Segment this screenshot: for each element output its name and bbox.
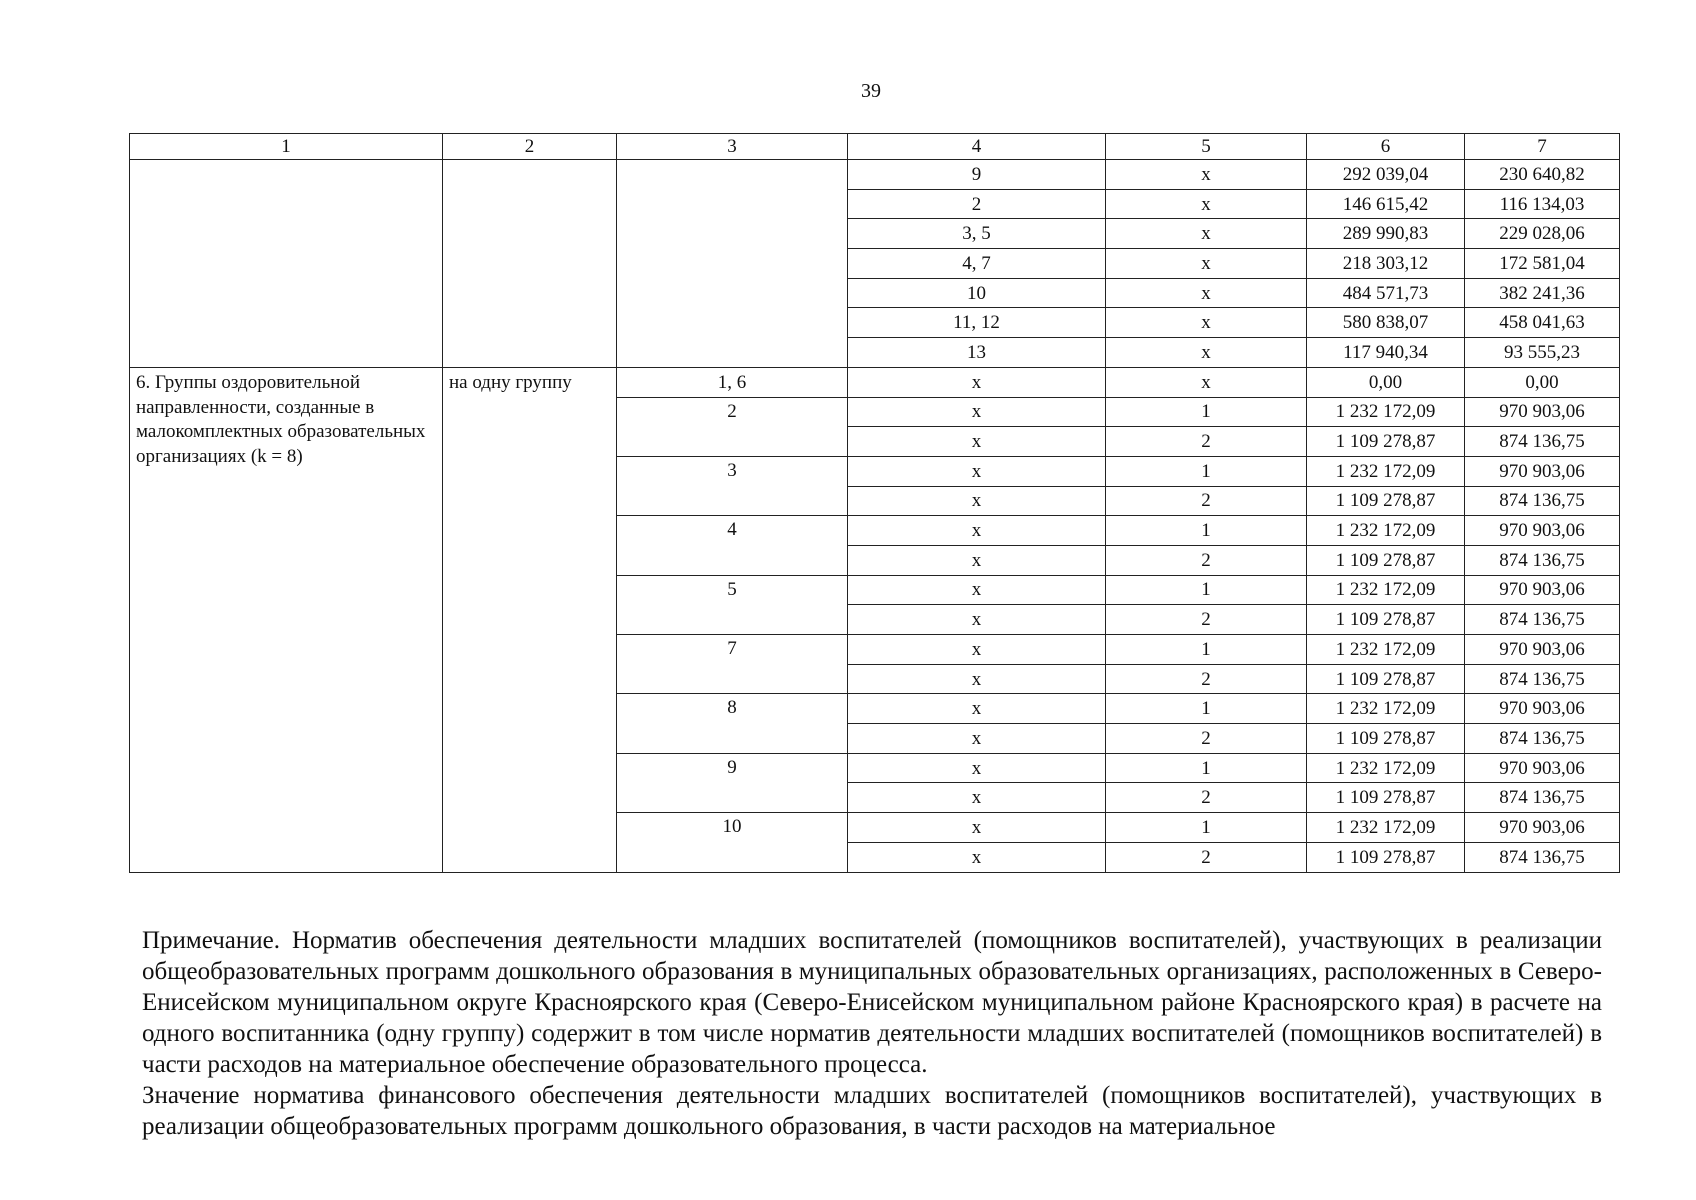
cell-col5: x <box>1106 189 1307 219</box>
section-unit: на одну группу <box>443 367 617 872</box>
blank-cell <box>130 160 443 368</box>
cell-col4: x <box>848 456 1106 486</box>
cell-col5: x <box>1106 338 1307 368</box>
cell-col4: 2 <box>848 189 1106 219</box>
cell-col5: 2 <box>1106 783 1307 813</box>
cell-col3: 7 <box>617 635 848 694</box>
table-header-row <box>130 134 1620 160</box>
cell-col3: 2 <box>617 397 848 456</box>
cell-col5: 2 <box>1106 664 1307 694</box>
cell-col4: x <box>848 575 1106 605</box>
cell-col5: 1 <box>1106 753 1307 783</box>
header-cell-5: 5 <box>1106 134 1307 160</box>
header-cell-2: 2 <box>443 134 617 160</box>
cell-col5: x <box>1106 219 1307 249</box>
cell-col3: 3 <box>617 456 848 515</box>
cell-col6: 1 232 172,09 <box>1307 456 1465 486</box>
cell-col4: x <box>848 545 1106 575</box>
cell-col7: 874 136,75 <box>1465 486 1620 516</box>
cell-col5: 2 <box>1106 486 1307 516</box>
cell-col4: 9 <box>848 160 1106 190</box>
cell-col7: 0,00 <box>1465 367 1620 397</box>
cell-col4: x <box>848 367 1106 397</box>
cell-col3: 5 <box>617 575 848 634</box>
cell-col7: 970 903,06 <box>1465 635 1620 665</box>
cell-col7: 970 903,06 <box>1465 456 1620 486</box>
cell-col7: 970 903,06 <box>1465 694 1620 724</box>
page-number: 39 <box>861 80 881 102</box>
cell-col6: 1 232 172,09 <box>1307 753 1465 783</box>
cell-col4: x <box>848 486 1106 516</box>
cell-col7: 874 136,75 <box>1465 545 1620 575</box>
cell-col6: 289 990,83 <box>1307 219 1465 249</box>
cell-col5: x <box>1106 160 1307 190</box>
table-row <box>130 367 1620 397</box>
cell-col5: 1 <box>1106 456 1307 486</box>
cell-col5: 2 <box>1106 724 1307 754</box>
cell-col3: 10 <box>617 813 848 872</box>
cell-col6: 484 571,73 <box>1307 278 1465 308</box>
cell-col5: 1 <box>1106 516 1307 546</box>
cell-col3: 4 <box>617 516 848 575</box>
cell-col6: 218 303,12 <box>1307 249 1465 279</box>
header-cell-1: 1 <box>130 134 443 160</box>
cell-col4: x <box>848 397 1106 427</box>
cell-col7: 458 041,63 <box>1465 308 1620 338</box>
normative-table <box>129 133 1620 873</box>
table-row <box>130 160 1620 190</box>
cell-col5: 1 <box>1106 813 1307 843</box>
cell-col3: 1, 6 <box>617 367 848 397</box>
cell-col6: 1 109 278,87 <box>1307 605 1465 635</box>
cell-col4: x <box>848 842 1106 872</box>
cell-col6: 0,00 <box>1307 367 1465 397</box>
cell-col7: 874 136,75 <box>1465 783 1620 813</box>
cell-col6: 1 109 278,87 <box>1307 545 1465 575</box>
cell-col5: 1 <box>1106 397 1307 427</box>
blank-cell <box>617 160 848 368</box>
cell-col5: 2 <box>1106 545 1307 575</box>
note-paragraph-2: Значение норматива финансового обеспечения деятельности младших воспитателей (помощников воспитателей), участвующих в реализации общеобразовательных программ дошкольного образования, в части расходов на материальное <box>142 1082 1602 1140</box>
cell-col5: 1 <box>1106 635 1307 665</box>
cell-col4: 10 <box>848 278 1106 308</box>
cell-col5: x <box>1106 278 1307 308</box>
cell-col5: 2 <box>1106 842 1307 872</box>
cell-col6: 1 109 278,87 <box>1307 783 1465 813</box>
cell-col6: 292 039,04 <box>1307 160 1465 190</box>
cell-col4: 13 <box>848 338 1106 368</box>
cell-col5: 2 <box>1106 427 1307 457</box>
cell-col4: x <box>848 516 1106 546</box>
cell-col4: x <box>848 783 1106 813</box>
note-block <box>142 925 1602 1142</box>
cell-col4: x <box>848 724 1106 754</box>
cell-col7: 874 136,75 <box>1465 664 1620 694</box>
cell-col4: x <box>848 753 1106 783</box>
cell-col4: x <box>848 605 1106 635</box>
cell-col6: 1 232 172,09 <box>1307 575 1465 605</box>
cell-col7: 874 136,75 <box>1465 724 1620 754</box>
cell-col7: 874 136,75 <box>1465 605 1620 635</box>
cell-col6: 1 109 278,87 <box>1307 842 1465 872</box>
header-cell-4: 4 <box>848 134 1106 160</box>
cell-col5: x <box>1106 249 1307 279</box>
cell-col6: 1 232 172,09 <box>1307 694 1465 724</box>
cell-col7: 172 581,04 <box>1465 249 1620 279</box>
cell-col7: 970 903,06 <box>1465 516 1620 546</box>
cell-col3: 8 <box>617 694 848 753</box>
cell-col4: x <box>848 427 1106 457</box>
cell-col6: 1 232 172,09 <box>1307 397 1465 427</box>
blank-cell <box>443 160 617 368</box>
cell-col6: 146 615,42 <box>1307 189 1465 219</box>
cell-col6: 1 109 278,87 <box>1307 664 1465 694</box>
cell-col7: 970 903,06 <box>1465 397 1620 427</box>
cell-col6: 1 109 278,87 <box>1307 486 1465 516</box>
cell-col4: x <box>848 694 1106 724</box>
cell-col7: 874 136,75 <box>1465 842 1620 872</box>
cell-col7: 970 903,06 <box>1465 813 1620 843</box>
cell-col6: 1 109 278,87 <box>1307 427 1465 457</box>
cell-col5: 1 <box>1106 575 1307 605</box>
cell-col7: 116 134,03 <box>1465 189 1620 219</box>
cell-col7: 382 241,36 <box>1465 278 1620 308</box>
header-cell-7: 7 <box>1465 134 1620 160</box>
cell-col6: 580 838,07 <box>1307 308 1465 338</box>
note-paragraph-1: Примечание. Норматив обеспечения деятельности младших воспитателей (помощников воспитателей), участвующих в реализации общеобразовательных программ дошкольного образования в муниципальных образовательных организациях, расположенных в Северо-Енисейском муниципальном округе Красноярского края (Северо-Енисейском муниципальном районе Красноярского края) в расчете на одного воспитанника (одну группу) содержит в том числе норматив деятельности младших воспитателей (помощников воспитателей) в части расходов на материальное обеспечение образовательного процесса. <box>142 927 1602 1078</box>
header-cell-6: 6 <box>1307 134 1465 160</box>
cell-col6: 1 232 172,09 <box>1307 635 1465 665</box>
cell-col6: 1 232 172,09 <box>1307 516 1465 546</box>
cell-col4: x <box>848 664 1106 694</box>
table-body <box>130 134 1620 873</box>
header-cell-3: 3 <box>617 134 848 160</box>
cell-col6: 1 232 172,09 <box>1307 813 1465 843</box>
cell-col5: 1 <box>1106 694 1307 724</box>
cell-col3: 9 <box>617 753 848 812</box>
cell-col7: 970 903,06 <box>1465 575 1620 605</box>
cell-col7: 970 903,06 <box>1465 753 1620 783</box>
cell-col4: x <box>848 635 1106 665</box>
cell-col4: x <box>848 813 1106 843</box>
cell-col4: 4, 7 <box>848 249 1106 279</box>
cell-col4: 11, 12 <box>848 308 1106 338</box>
cell-col6: 1 109 278,87 <box>1307 724 1465 754</box>
section-name: 6. Группы оздоровительной направленности, созданные в малокомплектных образовательных организациях (k = 8) <box>130 367 443 872</box>
cell-col5: 2 <box>1106 605 1307 635</box>
cell-col4: 3, 5 <box>848 219 1106 249</box>
cell-col5: x <box>1106 308 1307 338</box>
cell-col7: 230 640,82 <box>1465 160 1620 190</box>
cell-col7: 93 555,23 <box>1465 338 1620 368</box>
cell-col7: 229 028,06 <box>1465 219 1620 249</box>
cell-col7: 874 136,75 <box>1465 427 1620 457</box>
cell-col6: 117 940,34 <box>1307 338 1465 368</box>
cell-col5: x <box>1106 367 1307 397</box>
